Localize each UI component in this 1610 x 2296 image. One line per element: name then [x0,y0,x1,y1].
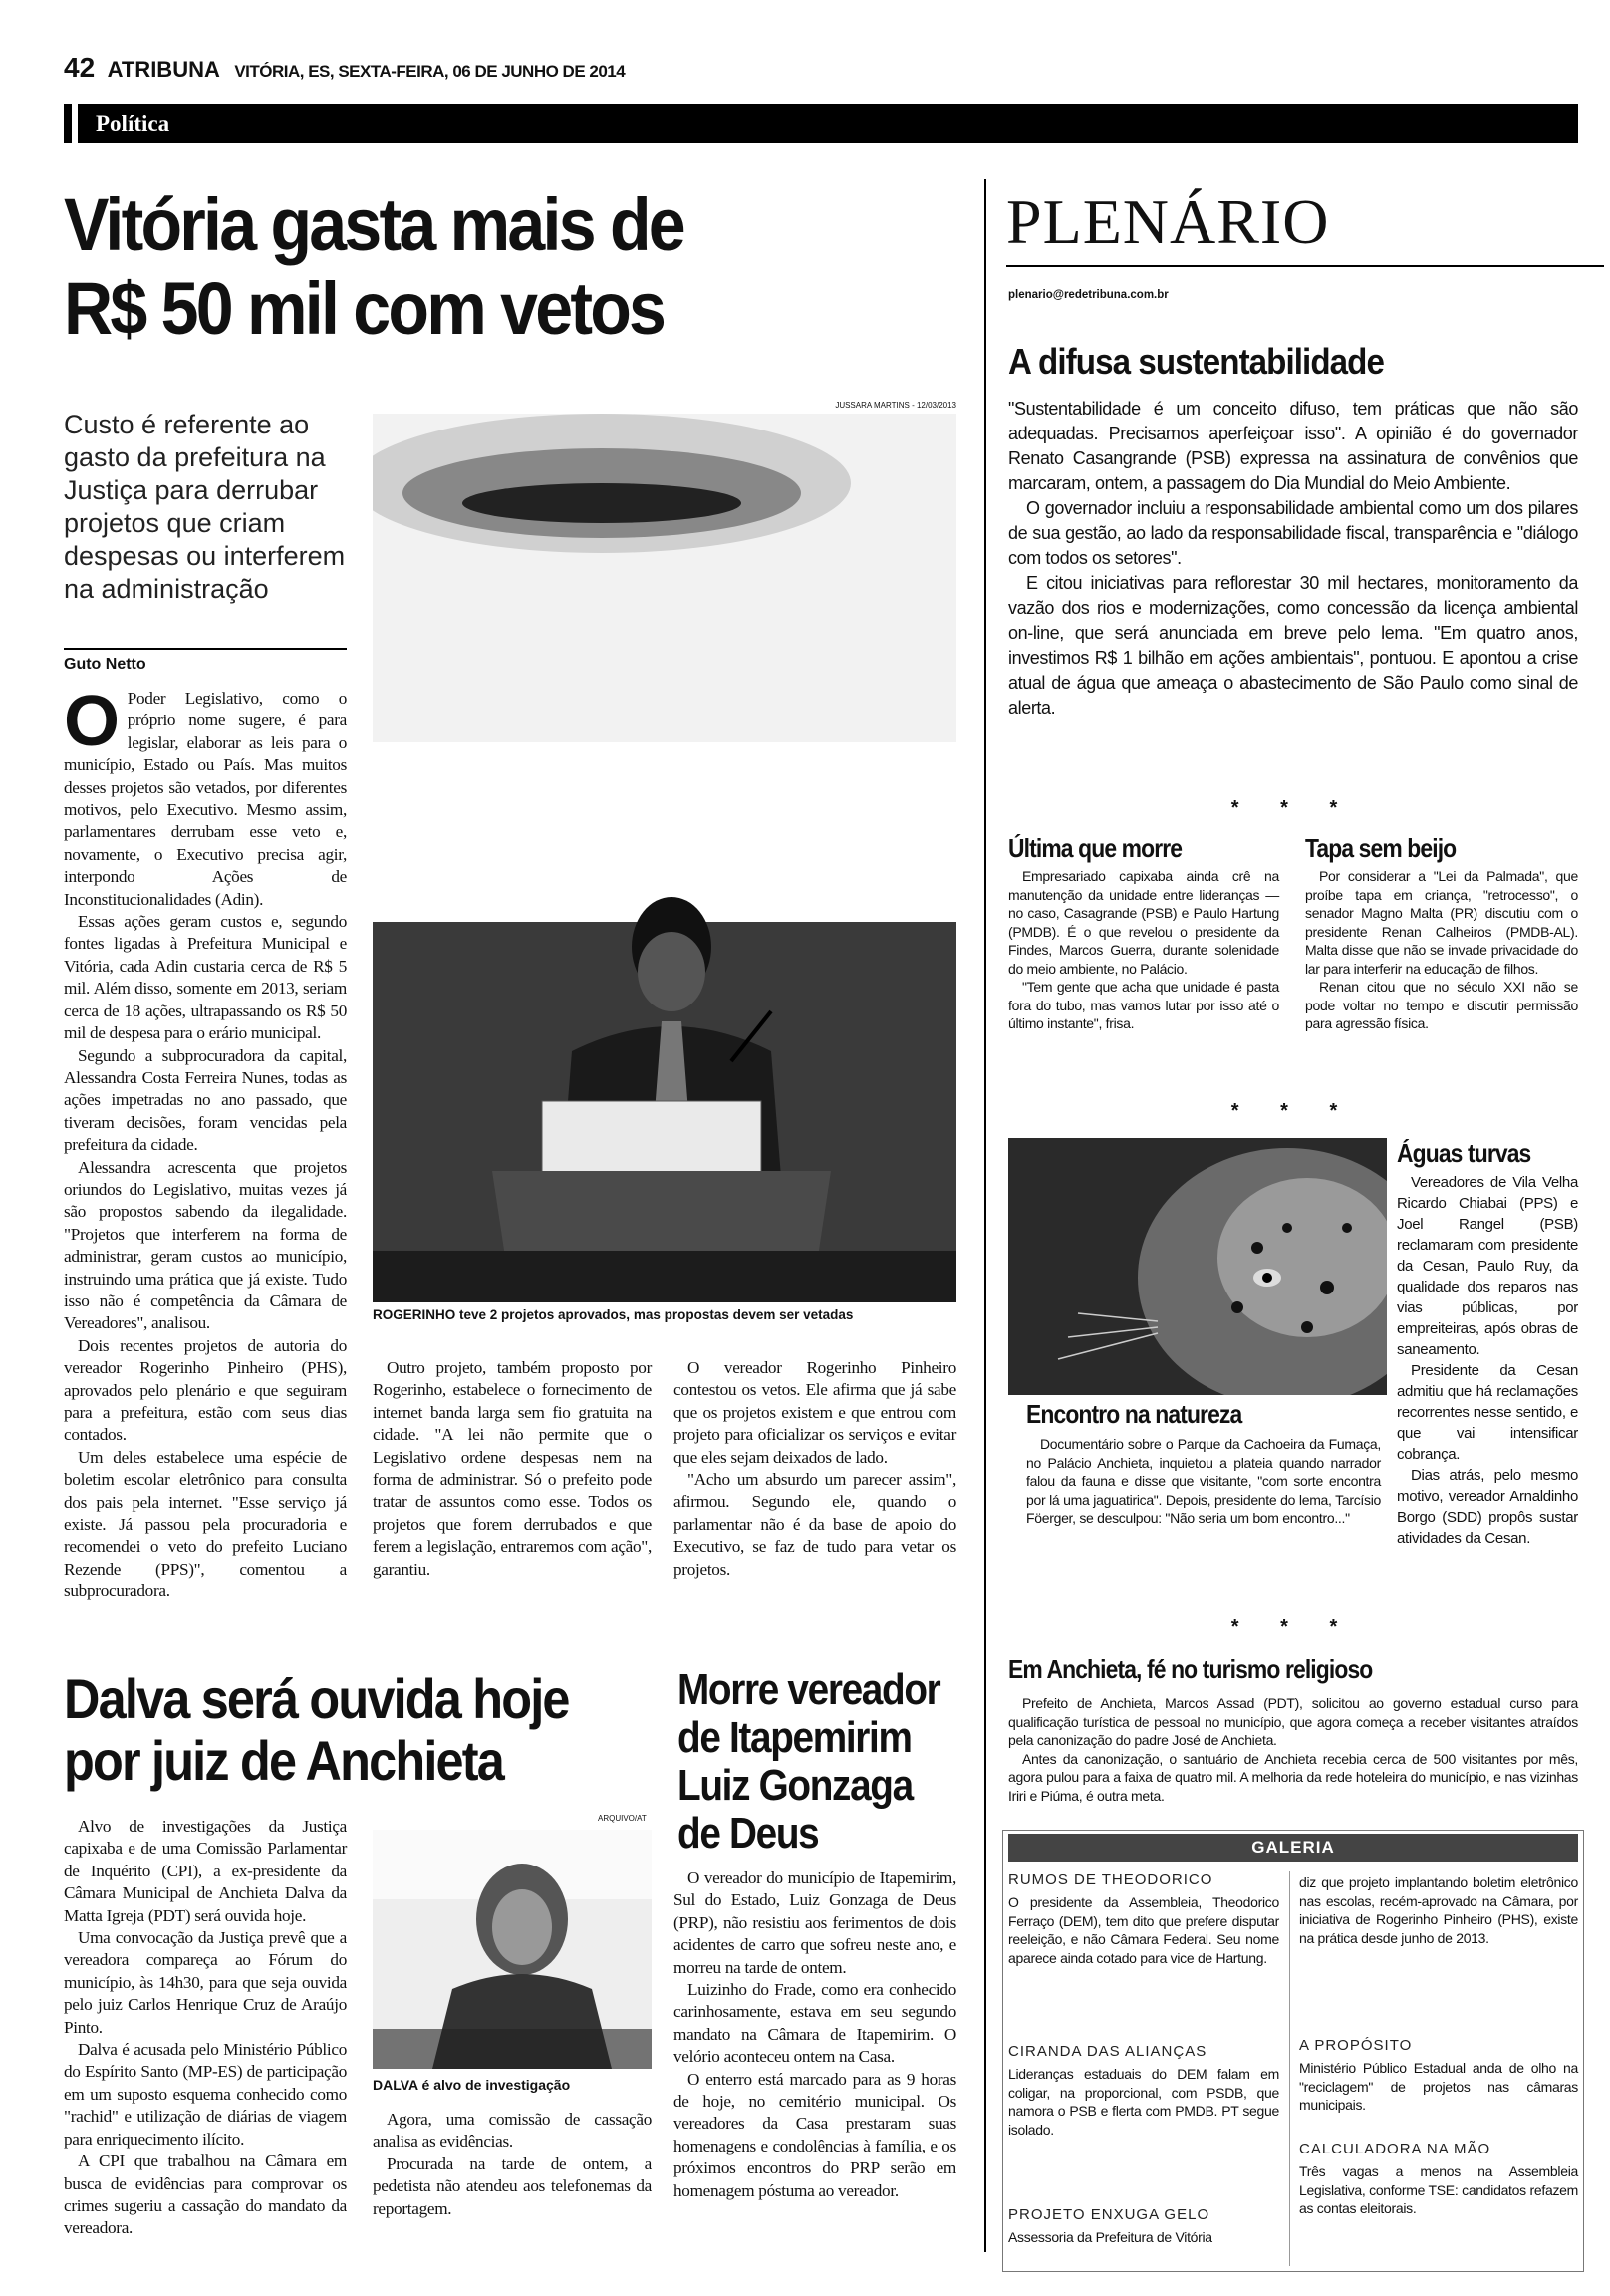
page-header [64,52,1578,88]
paragraph: "Tem gente que acha que unidade é pasta fora do tubo, mas vamos lutar por isso até o último instante", frisa. [1008,979,1279,1031]
note-title-encontro: Encontro na natureza [1026,1399,1242,1429]
note-title-ultima: Última que morre [1008,833,1183,863]
paragraph: Uma convocação da Justiça prevê que a vereadora compareça ao Fórum do município, às 14h30, para que seja ouvida pelo juiz Carlos Henrique Cruz de Araújo Pinto. [64,1928,347,2037]
dalva-photo-illustration [373,1830,652,2069]
paragraph: Alessandra acrescenta que projetos oriundos do Legislativo, muitas vezes já são propostos sabendo da ilegalidade. "Projetos que interferem na forma de administrar, geram custos ao município, instruindo uma prática que já existe. Tudo isso não é competência da Câmara de Vereadores", analisou. [64,1157,347,1333]
paragraph: O enterro está marcado para as 9 horas de hoje, no cemitério municipal. Os vereadores da Casa prestaram suas homenagens e condolências à família, e os próximos encontros do PRP serão em homenagem póstuma ao vereador. [673,2069,956,2200]
plenario-body [1008,397,1578,720]
paragraph: O governador incluiu a responsabilidade ambiental como um dos pilares de sua gestão, ao lado da responsabilidade fiscal, transparência e "diálogo com todos os setores". [1008,498,1578,568]
byline: Guto Netto [64,648,347,674]
main-headline-line-2: R$ 50 mil com vetos [64,267,665,350]
note-body-tapa [1305,867,1578,1033]
paragraph: O vereador Rogerinho Pinheiro contestou os vetos. Ele afirma que já sabe que os projetos existem e que entrou com projeto para oficializar os serviços e evitar que eles sejam deixados de lado. [673,1358,956,1467]
paragraph: Outro projeto, também proposto por Rogerinho, estabelece o fornecimento de internet banda larga sem fio gratuita na cidade. "A lei não permite que o Legislativo ordene despesas nem na forma de administrar. Só o prefeito pode tratar de assuntos como esse. Todos os projetos que forem derrubados e que ferem a legislação, entraremos com ação", garantiu. [373,1358,652,1578]
paragraph: Documentário sobre o Parque da Cachoeira da Fumaça, no Palácio Anchieta, inquietou a plateia quando narrador falou da fauna e disse que visitante, "com sorte encontra por lá uma jaguatirica". Depois, presidente do lema, Tarcísio Föerger, se desculpou: "Não seria um bom encontro..." [1026,1436,1381,1526]
galeria-item-text: diz que projeto implantando boletim eletrônico nas escolas, recém-aprovado na Câmara, por iniciativa de Rogerinho Pinheiro (PHS), existe na prática desde junho de 2013. [1299,1874,1578,1946]
galeria-title: GALERIA [1008,1834,1578,1862]
jaguatirica-photo-illustration [1008,1138,1387,1395]
note-body-ultima [1008,867,1279,1033]
note-title-anchieta: Em Anchieta, fé no turismo religioso [1008,1654,1373,1684]
photo-caption: ROGERINHO teve 2 projetos aprovados, mas propostas devem ser vetadas [373,1307,854,1322]
paragraph: Presidente da Cesan admitiu que há reclamações recorrentes nesse sentido, e que vai intensificar cobrança. [1397,1362,1578,1463]
paragraph: Prefeito de Anchieta, Marcos Assad (PDT), solicitou ao governo estadual curso para qualificação turística de pessoal no município, que agora começa a receber visitantes atraídos pela canonização do padre José de Anchieta. [1008,1695,1578,1748]
galeria-item-text: Lideranças estaduais do DEM falam em coligar, na proporcional, com PSDB, que namora o PSB e flerta com PMDB. PT segue isolado. [1008,2066,1279,2138]
main-headline [64,183,889,351]
paragraph: Dias atrás, pelo mesmo motivo, vereador Arnaldinho Borgo (SDD) propôs sustar atividades da Cesan. [1397,1467,1578,1547]
drop-cap: O [64,682,120,761]
main-headline-line-1: Vitória gasta mais de [64,183,683,266]
paragraph: Essas ações geram custos e, segundo fontes ligadas à Prefeitura Municipal e Vitória, cada Adin custaria cerca de R$ 5 mil. Além disso, somente em 2013, seriam cerca de 18 ações, ultrapassando os R$ 50 mil de despesa para o erário municipal. [64,912,347,1043]
galeria-item-title: CALCULADORA NA MÃO [1299,2141,1491,2157]
galeria-item-text: Ministério Público Estadual anda de olho na "reciclagem" de projetos nas câmaras municipais. [1299,2060,1578,2113]
story3-headline: Morre vereador de Itapemirim Luiz Gonzaga de Deus [677,1665,940,1858]
paragraph: Dalva é acusada pelo Ministério Público do Espírito Santo (MP-ES) de participação em um suposto esquema conhecido como "rachid" e utilização de diárias de viagem para enriquecimento ilícito. [64,2040,347,2149]
paragraph: Renan citou que no século XXI não se pode voltar no tempo e discutir permissão para agressão física. [1305,979,1578,1031]
separator-stars: * * * [1230,797,1356,819]
note-body-aguas [1397,1172,1578,1549]
dalva-photo [373,1830,652,2069]
paragraph: Alvo de investigações da Justiça capixaba e de uma Comissão Parlamentar de Inquérito (CPI), a ex-presidente da Câmara Municipal de Anchieta Dalva da Matta Igreja (PDT) será ouvida hoje. [64,1817,347,1925]
divider [1006,265,1604,267]
paragraph: O vereador do município de Itapemirim, Sul do Estado, Luiz Gonzaga de Deus (PRP), não resistiu aos ferimentos de dois acidentes de carro que sofreu neste ano, e morreu na tarde de ontem. [673,1868,956,1977]
separator-stars: * * * [1230,1100,1356,1122]
paragraph: "Sustentabilidade é um conceito difuso, tem práticas que não são adequadas. Precisamos aperfeiçoar isso". A opinião é do governador Renato Casangrande (PSB) expressa na assinatura de convênios que marcaram, ontem, a passagem do Dia Mundial do Meio Ambiente. [1008,399,1578,493]
note-body-encontro [1026,1435,1381,1528]
galeria-item-text: Assessoria da Prefeitura de Vitória [1008,2229,1212,2245]
note-title-tapa: Tapa sem beijo [1305,833,1457,863]
paragraph: Procurada na tarde de ontem, a pedetista não atendeu aos telefonemas da reportagem. [373,2153,652,2218]
paragraph: Empresariado capixaba ainda crê na manutenção da unidade entre lideranças — no caso, Casagrande (PSB) e Paulo Hartung (PMDB). É o que revelou o presidente da Findes, Marcos Guerra, durante solenidade do meio ambiente, no Palácio. [1008,868,1279,977]
newspaper-brand: ATRIBUNA [107,57,220,82]
paragraph: "Acho um absurdo um parecer assim", afirmou. Segundo ele, quando o parlamentar não é da base de apoio do Executivo, se faz de tudo para vetar os projetos. [673,1470,956,1578]
paragraph: Agora, uma comissão de cassação analisa as evidências. [373,2110,652,2152]
dateline: VITÓRIA, ES, SEXTA-FEIRA, 06 DE JUNHO DE 2014 [234,62,626,81]
story2-column-2 [373,2109,652,2220]
page-number: 42 [64,52,96,83]
column-divider [984,179,986,2252]
rogerinho-photo-illustration [373,414,956,1302]
paragraph: Um deles estabelece uma espécie de boletim escolar eletrônico para consulta dos pais pela internet. "Esse serviço já existe. Já passou pela procuradoria e recomendei o veto do prefeito Luciano Rezende (PPS)", comentou a subprocuradora. [64,1447,347,1601]
plenario-title: PLENÁRIO [1006,186,1330,257]
photo-credit: JUSSARA MARTINS - 12/03/2013 [835,401,956,410]
section-bar [64,104,1578,144]
paragraph: Luizinho do Frade, como era conhecido carinhosamente, estava em seu segundo mandato na Câmara de Itapemirim. O velório aconteceu ontem na Casa. [673,1980,956,2067]
galeria-item-text: O presidente da Assembleia, Theodorico Ferraço (DEM), tem dito que prefere disputar reeleição, e não Câmara Federal. Seu nome aparece ainda cotado para vice de Hartung. [1008,1894,1279,1966]
paragraph: Por considerar a "Lei da Palmada", que proíbe tapa em criança, "retrocesso", o senador Magno Malta (PR) discutiu com o presidente Renan Calheiros (PMDB-AL). Malta disse que não se invade privacidade do lar para interferir na educação de filhos. [1305,868,1578,977]
main-story-column-3 [673,1357,956,1580]
story2-headline: Dalva será ouvida hoje por juiz de Anchieta [64,1667,569,1792]
photo-caption: DALVA é alvo de investigação [373,2077,571,2093]
plenario-email: plenario@redetribuna.com.br [1008,289,1169,301]
paragraph: Dois recentes projetos de autoria do vereador Rogerinho Pinheiro (PHS), aprovados pelo plenário e que seguiram para a prefeitura, estão com seus dias contados. [64,1335,347,1445]
story3-column [673,1867,956,2202]
separator-stars: * * * [1230,1616,1356,1638]
main-lede: Custo é referente ao gasto da prefeitura na Justiça para derrubar projetos que criam despesas ou interferem na administração [64,410,346,604]
paragraph: Vereadores de Vila Velha Ricardo Chiabai (PPS) e Joel Rangel (PSB) reclamaram com presidente da Cesan, Paulo Ruy, da qualidade dos reparos nas vias públicas, por empreiteiras, após obras de saneamento. [1397,1174,1578,1358]
paragraph: A CPI que trabalhou na Câmara em busca de evidências para comprovar os crimes sugeriu a cassação do mandato da vereadora. [64,2152,347,2238]
main-story-column-2 [373,1357,652,1580]
galeria-column-divider [1289,1871,1290,2266]
paragraph: Poder Legislativo, como o próprio nome sugere, é para legislar, elaborar as leis para o município, Estado ou País. Mas muitos desses projetos são vetados, por diferentes motivos, pelo Executivo. Mesmo assim, parlamentares derrubam esse veto e, novamente, o Executivo precisa agir, interpondo Ações de Inconstitucionalidades (Adin). [64,689,347,909]
note-title-aguas: Águas turvas [1397,1138,1531,1168]
galeria-item-title: PROJETO ENXUGA GELO [1008,2206,1210,2223]
main-story-column-1 [64,682,347,1603]
paragraph: Segundo a subprocuradora da capital, Alessandra Costa Ferreira Nunes, todas as ações impetradas no ano passado, que tiveram decisões, foram vencidas pela prefeitura da cidade. [64,1045,347,1155]
galeria-item-title: CIRANDA DAS ALIANÇAS [1008,2043,1208,2060]
story2-column-1 [64,1816,347,2240]
photo-credit: ARQUIVO/AT [598,1814,647,1823]
galeria-item-text: Três vagas a menos na Assembleia Legislativa, conforme TSE: candidatos refazem as contas eleitorais. [1299,2163,1578,2216]
note-body-anchieta [1008,1694,1578,1805]
paragraph: Antes da canonização, o santuário de Anchieta recebia cerca de 500 visitantes por mês, agora pulou para a faixa de quatro mil. A melhoria da rede hoteleira do município, e nas vizinhas Iriri e Piúma, é outra meta. [1008,1750,1578,1804]
section-label: Política [72,104,179,144]
plenario-headline: A difusa sustentabilidade [1008,341,1384,382]
rogerinho-photo [373,414,956,1302]
paragraph: E citou iniciativas para reflorestar 30 mil hectares, monitoramento da vazão dos rios e modernizações, como concessão da licença ambiental on-line, que será anunciada em breve pelo lema. "Em quatro anos, investimos R$ 1 bilhão em ações ambientais", pontuou. E apontou a crise atual de água que ameaça o abastecimento de São Paulo como sinal de alerta. [1008,573,1578,718]
jaguatirica-photo [1008,1138,1387,1395]
galeria-item-title: RUMOS DE THEODORICO [1008,1871,1213,1888]
galeria-item-title: A PROPÓSITO [1299,2037,1413,2054]
